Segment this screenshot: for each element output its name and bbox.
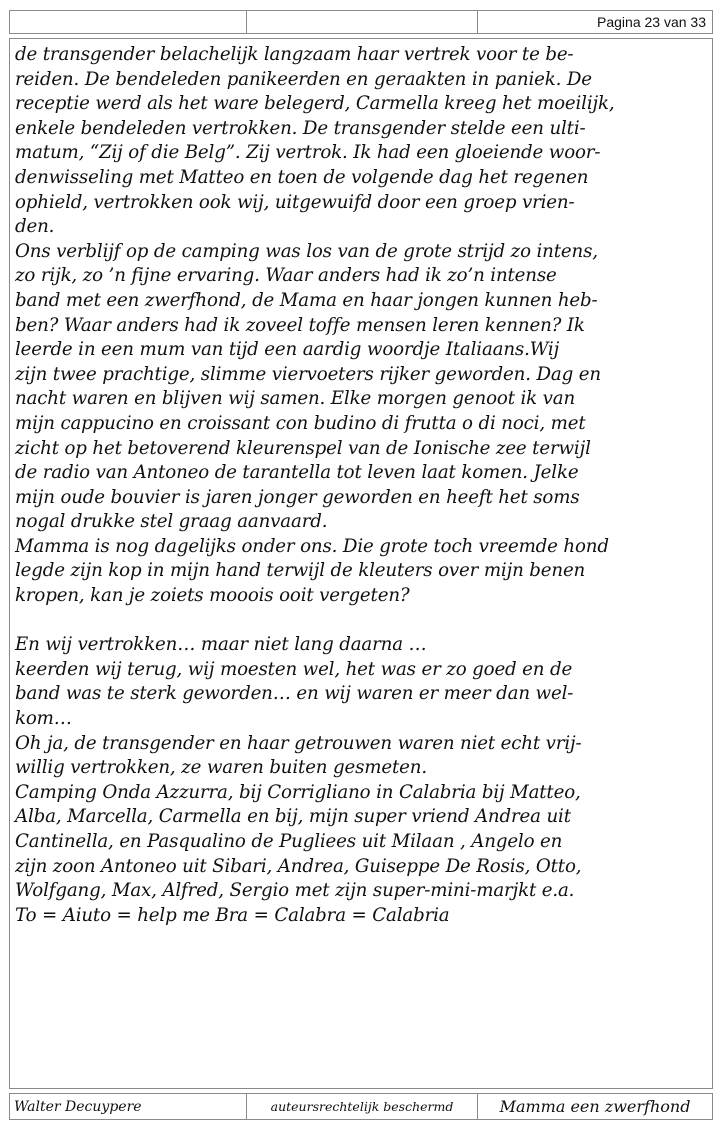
footer-copyright-cell — [247, 1094, 478, 1119]
text-line: de transgender belachelijk langzaam haar vertrek voor te be- — [15, 44, 574, 65]
page-header — [9, 10, 713, 34]
page-body — [9, 38, 713, 1089]
footer-title-cell — [478, 1094, 712, 1119]
footer-copyright: auteursrechtelijk beschermd — [270, 1099, 454, 1114]
text-line: de radio van Antoneo de tarantella tot leven laat komen. Jelke — [15, 462, 579, 484]
text-line: legde zijn kop in mijn hand terwijl de kleuters over mijn benen — [15, 560, 586, 582]
text-line: Mamma is nog dagelijks onder ons. Die grote toch vreemde hond — [15, 535, 609, 557]
header-cell-left — [10, 11, 247, 33]
text-line: nacht waren en blijven wij samen. Elke morgen genoot ik van — [15, 388, 576, 410]
page-footer — [9, 1093, 713, 1120]
text-line: reiden. De bendeleden panikeerden en geraakten in paniek. De — [15, 68, 592, 90]
text-line: Ons verblijf op de camping was los van de grote strijd zo intens, — [15, 240, 598, 262]
text-line: Camping Onda Azzurra, bij Corrigliano in Calabria bij Matteo, — [15, 781, 581, 803]
page-number: Pagina 23 van 33 — [597, 14, 706, 30]
body-text — [10, 39, 712, 928]
text-line — [15, 609, 708, 634]
text-line: band met een zwerfhond, de Mama en haar jongen kunnen heb- — [15, 289, 598, 311]
text-line: Wolfgang, Max, Alfred, Sergio met zijn super-mini-marjkt e.a. — [15, 880, 575, 902]
text-line: En wij vertrokken… maar niet lang daarna … — [15, 634, 427, 656]
text-line: zicht op het betoverend kleurenspel van de Ionische zee terwijl — [15, 437, 591, 459]
text-line: matum, “Zij of die Belg”. Zij vertrok. Ik had een gloeiende woor- — [15, 142, 601, 164]
text-line: nogal drukke stel graag aanvaard. — [15, 511, 328, 533]
text-line: ophield, vertrokken ook wij, uitgewuifd door een groep vrien- — [15, 191, 575, 213]
text-line: Oh ja, de transgender en haar getrouwen waren niet echt vrij- — [15, 732, 582, 754]
text-line: ben? Waar anders had ik zoveel toffe mensen leren kennen? Ik — [15, 314, 585, 336]
text-line: zijn twee prachtige, slimme viervoeters rijker geworden. Dag en — [15, 363, 601, 385]
text-line: leerde in een mum van tijd een aardig woordje Italiaans.Wij — [15, 339, 560, 361]
text-line: keerden wij terug, wij moesten wel, het was er zo goed en de — [15, 658, 573, 680]
text-line: willig vertrokken, ze waren buiten gesmeten. — [15, 757, 427, 779]
text-line: zo rijk, zo ’n fijne ervaring. Waar anders had ik zo’n intense — [15, 265, 557, 287]
text-line: Alba, Marcella, Carmella en bij, mijn super vriend Andrea uit — [15, 806, 571, 828]
footer-book-title: Mamma een zwerfhond — [499, 1097, 691, 1116]
text-line: To = Aiuto = help me Bra = Calabra = Calabria — [15, 904, 450, 926]
text-line: denwisseling met Matteo en toen de volgende dag het regenen — [15, 166, 589, 188]
footer-author: Walter Decuypere — [14, 1098, 142, 1115]
text-line: den. — [15, 216, 55, 238]
text-line: kropen, kan je zoiets mooois ooit vergeten? — [15, 585, 410, 607]
text-line: Cantinella, en Pasqualino de Pugliees uit Milaan , Angelo en — [15, 831, 563, 852]
text-line: band was te sterk geworden… en wij waren er meer dan wel- — [15, 683, 574, 705]
header-cell-middle — [247, 11, 478, 33]
footer-author-cell — [10, 1094, 247, 1119]
text-line: mijn oude bouvier is jaren jonger geworden en heeft het soms — [15, 486, 580, 508]
text-line: kom… — [15, 708, 72, 730]
text-line: mijn cappucino en croissant con budino di frutta o di noci, met — [15, 412, 586, 434]
text-line: receptie werd als het ware belegerd, Carmella kreeg het moeilijk, — [15, 93, 615, 115]
page-number-cell — [478, 11, 712, 33]
text-line: enkele bendeleden vertrokken. De transgender stelde een ulti- — [15, 117, 586, 139]
text-line: zijn zoon Antoneo uit Sibari, Andrea, Guiseppe De Rosis, Otto, — [15, 855, 582, 877]
